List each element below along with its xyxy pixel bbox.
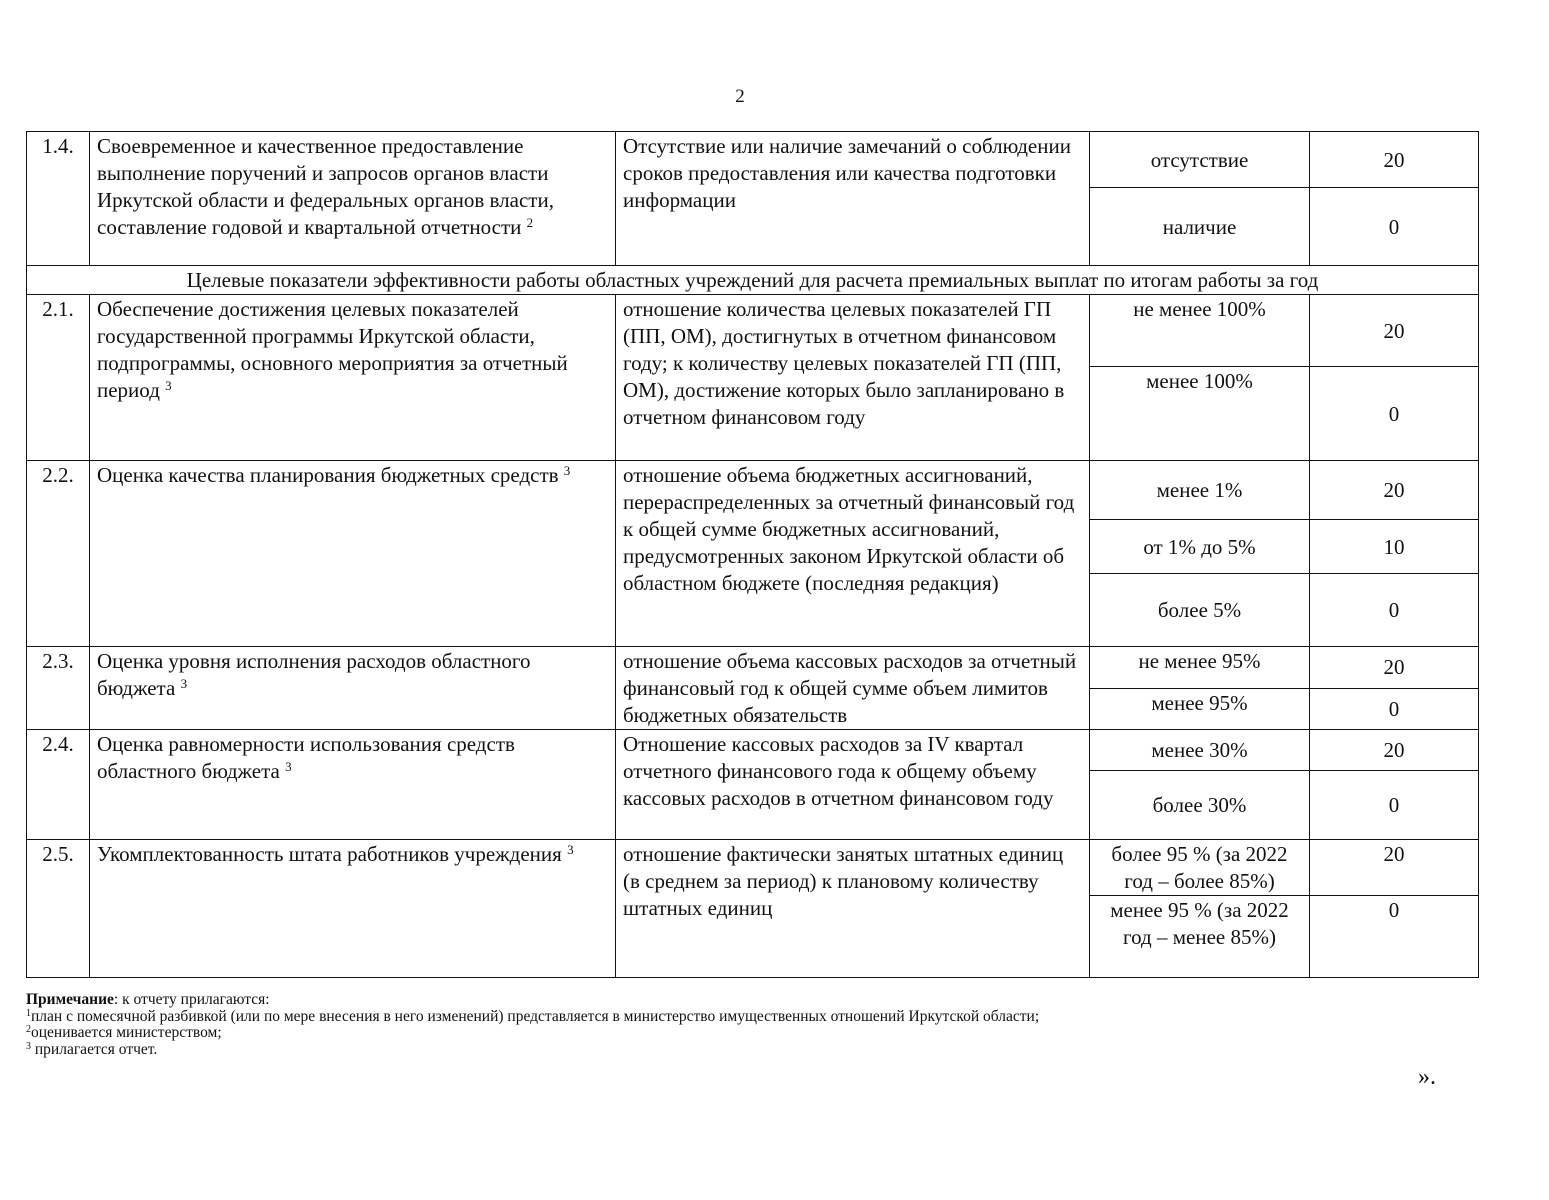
- table-row: [27, 730, 1479, 771]
- footnote-ref: 2: [526, 215, 534, 230]
- option-condition: более 95 % (за 2022 год – более 85%): [1090, 840, 1310, 896]
- option-condition: наличие: [1090, 188, 1310, 266]
- table-row: [27, 461, 1479, 520]
- section-title: Целевые показатели эффективности работы областных учреждений для расчета премиальных выплат по итогам работы за год: [27, 266, 1479, 295]
- option-value: 0: [1310, 367, 1479, 461]
- notes-heading-line: [26, 992, 1426, 1009]
- indicator-criterion: Отсутствие или наличие замечаний о соблюдении сроков предоставления или качества подготовки информации: [616, 132, 1090, 266]
- footnotes: [26, 992, 1426, 1058]
- footnote-item: $^1$план с помесячной разбивкой (или по мере внесения в него изменений) представляется в министерство имущественных отношений Иркутской области;: [26, 1007, 1040, 1025]
- footnote-ref: 3: [285, 759, 292, 774]
- footnote-item: $^3$ прилагается отчет.: [26, 1040, 158, 1058]
- option-condition: менее 100%: [1090, 367, 1310, 461]
- option-value: 20: [1310, 461, 1479, 520]
- indicator-name: Укомплектованность штата работников учреждения $^3$: [90, 840, 616, 978]
- option-value: 0: [1310, 771, 1479, 840]
- footnote-ref: 3: [165, 378, 172, 393]
- option-value: 0: [1310, 688, 1479, 730]
- option-condition: более 30%: [1090, 771, 1310, 840]
- footnote-item: $^2$оценивается министерством;: [26, 1024, 222, 1041]
- closing-quote-mark: ».: [1418, 1064, 1436, 1090]
- indicator-criterion: отношение объема кассовых расходов за отчетный финансовый год к общей сумме объем лимитов бюджетных обязательств: [616, 647, 1090, 730]
- row-number: 2.1.: [27, 295, 90, 461]
- option-condition: менее 1%: [1090, 461, 1310, 520]
- table-row: [27, 840, 1479, 896]
- option-value: 20: [1310, 647, 1479, 689]
- row-number: 2.3.: [27, 647, 90, 730]
- option-condition: менее 30%: [1090, 730, 1310, 771]
- indicator-name: Обеспечение достижения целевых показателей государственной программы Иркутской области, подпрограммы, основного мероприятия за отчетный период $^3$: [90, 295, 616, 461]
- option-condition: отсутствие: [1090, 132, 1310, 188]
- indicator-criterion: отношение количества целевых показателей ГП (ПП, ОМ), достигнутых в отчетном финансовом году; к количеству целевых показателей ГП (ПП, ОМ), достижение которых было запланировано в отчетном финансовом году: [616, 295, 1090, 461]
- indicator-name: Своевременное и качественное предоставление выполнение поручений и запросов органов власти Иркутской области и федеральных органов власти, составление годовой и квартальной отчетности $^2$: [90, 132, 616, 266]
- row-number: 2.5.: [27, 840, 90, 978]
- indicator-criterion: Отношение кассовых расходов за IV квартал отчетного финансового года к общему объему кассовых расходов в отчетном финансовом году: [616, 730, 1090, 840]
- indicator-criterion: отношение фактически занятых штатных единиц (в среднем за период) к плановому количеству штатных единиц: [616, 840, 1090, 978]
- section-header-row: [27, 266, 1479, 295]
- table-row: [27, 295, 1479, 367]
- option-condition: не менее 100%: [1090, 295, 1310, 367]
- option-value: 10: [1310, 520, 1479, 574]
- footnote-ref: 3: [563, 463, 571, 478]
- indicator-name: Оценка равномерности использования средств областного бюджета $^3$: [90, 730, 616, 840]
- option-condition: менее 95 % (за 2022 год – менее 85%): [1090, 896, 1310, 978]
- option-value: 0: [1310, 188, 1479, 266]
- option-condition: менее 95%: [1090, 688, 1310, 730]
- footnote-ref: 3: [180, 676, 188, 691]
- option-value: 20: [1310, 132, 1479, 188]
- option-value: 20: [1310, 840, 1479, 896]
- option-condition: не менее 95%: [1090, 647, 1310, 689]
- row-number: 2.2.: [27, 461, 90, 647]
- option-value: 0: [1310, 574, 1479, 647]
- option-condition: более 5%: [1090, 574, 1310, 647]
- row-number: 1.4.: [27, 132, 90, 266]
- indicator-name: Оценка качества планирования бюджетных средств $^3$: [90, 461, 616, 647]
- footnote-ref: 3: [567, 842, 574, 857]
- table-row: [27, 132, 1479, 188]
- notes-heading: Примечание: [26, 991, 114, 1008]
- indicator-criterion: отношение объема бюджетных ассигнований, перераспределенных за отчетный финансовый год к общей сумме бюджетных ассигнований, предусмотренных законом Иркутской области об областном бюджете (последняя редакция): [616, 461, 1090, 647]
- option-value: 20: [1310, 295, 1479, 367]
- notes-intro: : к отчету прилагаются:: [113, 991, 270, 1008]
- indicator-name: Оценка уровня исполнения расходов областного бюджета $^3$: [90, 647, 616, 730]
- indicators-table: [26, 131, 1479, 978]
- page-number: 2: [735, 86, 745, 107]
- table-row: [27, 647, 1479, 689]
- option-value: 0: [1310, 896, 1479, 978]
- option-value: 20: [1310, 730, 1479, 771]
- option-condition: от 1% до 5%: [1090, 520, 1310, 574]
- row-number: 2.4.: [27, 730, 90, 840]
